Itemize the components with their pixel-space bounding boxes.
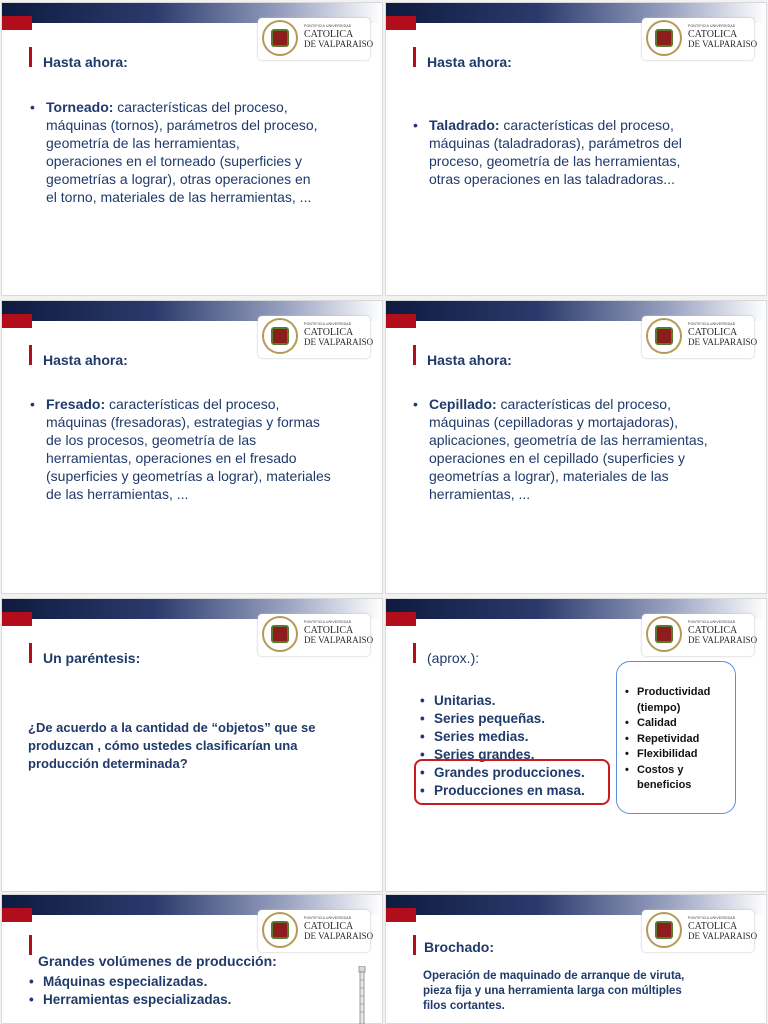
- university-seal-icon: [262, 616, 298, 652]
- criteria-box: [616, 661, 736, 814]
- logo-line2: DE VALPARAISO: [304, 635, 374, 645]
- bullet-item: • Cepillado: características del proceso, máquinas (cepilladoras y mortajadoras), aplicaciones, geometría de las herramientas, operaciones en el cepillado (superficies y geometrías a lograr), materiales de las herramientas, ...: [411, 395, 763, 503]
- logo-line1: CATOLICA: [688, 921, 738, 932]
- list-item: • Series medias.: [420, 728, 585, 746]
- question-text: ¿De acuerdo a la cantidad de “objetos” que se produzcan , cómo ustedes clasificarían una producción determinada?: [28, 720, 316, 771]
- slide-torneado: [1, 2, 383, 296]
- university-logo: [642, 316, 758, 358]
- list-item: • Producciones en masa.: [420, 782, 585, 800]
- header-red-square: [2, 612, 32, 626]
- university-logo: [258, 910, 374, 952]
- bullet-term: Fresado:: [46, 396, 106, 412]
- slide-title: Hasta ahora:: [43, 54, 128, 70]
- logo-line2: DE VALPARAISO: [688, 337, 758, 347]
- university-seal-icon: [646, 20, 682, 56]
- list-item: • Herramientas especializadas.: [29, 991, 231, 1009]
- logo-line1: CATOLICA: [688, 625, 738, 636]
- slide-title: Brochado:: [424, 939, 494, 955]
- criteria-item: • Costos y beneficios: [625, 763, 735, 794]
- criteria-item: • Productividad (tiempo): [625, 685, 735, 716]
- slide-body: [411, 116, 756, 188]
- logo-small-text: PONTIFICIA UNIVERSIDAD: [688, 620, 736, 624]
- criteria-item: • Calidad: [625, 716, 735, 732]
- university-seal-icon: [262, 318, 298, 354]
- header-red-square: [386, 908, 416, 922]
- university-logo: [642, 910, 758, 952]
- logo-line1: CATOLICA: [304, 625, 354, 636]
- title-accent-bar: [413, 345, 416, 365]
- logo-small-text: PONTIFICIA UNIVERSIDAD: [688, 322, 736, 326]
- bullet-term: Taladrado:: [429, 117, 500, 133]
- slide-fresado: [1, 300, 383, 594]
- logo-small-text: PONTIFICIA UNIVERSIDAD: [688, 24, 736, 28]
- header-red-square: [386, 16, 416, 30]
- bullet-term: Cepillado:: [429, 396, 497, 412]
- logo-line2: DE VALPARAISO: [688, 39, 758, 49]
- header-red-square: [2, 16, 32, 30]
- title-accent-bar: [413, 47, 416, 67]
- list-item: • Grandes producciones.: [420, 764, 585, 782]
- slide-title: (aprox.):: [427, 650, 480, 666]
- criteria-item: • Flexibilidad: [625, 747, 735, 763]
- slide-parentesis: [1, 598, 383, 892]
- slide-title: Hasta ahora:: [427, 54, 512, 70]
- slide-body: [411, 395, 763, 503]
- logo-line1: CATOLICA: [304, 327, 354, 338]
- university-seal-icon: [646, 318, 682, 354]
- university-logo: [642, 18, 758, 60]
- logo-small-text: PONTIFICIA UNIVERSIDAD: [304, 916, 352, 920]
- title-accent-bar: [413, 935, 416, 955]
- list-item: • Unitarias.: [420, 692, 585, 710]
- highlight-box: [414, 759, 610, 805]
- slide-grandes-volumenes: [1, 894, 383, 1024]
- logo-small-text: PONTIFICIA UNIVERSIDAD: [304, 322, 352, 326]
- broach-tool-icon: [356, 966, 368, 1024]
- title-accent-bar: [29, 47, 32, 67]
- list-item: • Series pequeñas.: [420, 710, 585, 728]
- title-accent-bar: [413, 643, 416, 663]
- slide-cepillado: [385, 300, 767, 594]
- slide-taladrado: [385, 2, 767, 296]
- bullet-item: • Taladrado: características del proceso, máquinas (taladradoras), parámetros del proceso, geometría de las herramientas, otras operaciones en las taladradoras...: [411, 116, 756, 188]
- logo-line1: CATOLICA: [304, 29, 354, 40]
- university-seal-icon: [262, 912, 298, 948]
- logo-line1: CATOLICA: [304, 921, 354, 932]
- title-accent-bar: [29, 643, 32, 663]
- title-accent-bar: [29, 345, 32, 365]
- logo-line1: CATOLICA: [688, 29, 738, 40]
- slide-title: Hasta ahora:: [427, 352, 512, 368]
- logo-line2: DE VALPARAISO: [688, 931, 758, 941]
- header-red-square: [2, 908, 32, 922]
- university-logo: [258, 614, 374, 656]
- logo-small-text: PONTIFICIA UNIVERSIDAD: [304, 24, 352, 28]
- logo-small-text: PONTIFICIA UNIVERSIDAD: [688, 916, 736, 920]
- criteria-item: • Repetividad: [625, 732, 735, 748]
- slide-title: Hasta ahora:: [43, 352, 128, 368]
- list-item: • Máquinas especializadas.: [29, 973, 231, 991]
- logo-line2: DE VALPARAISO: [304, 931, 374, 941]
- logo-line2: DE VALPARAISO: [304, 39, 374, 49]
- header-red-square: [386, 612, 416, 626]
- bullet-item: • Fresado: características del proceso, máquinas (fresadoras), estrategias y formas de los procesos, geometría de las herramientas, operaciones en el fresado (superficies y geometrías a lograr), materiales de las herramientas, ...: [28, 395, 378, 503]
- title-accent-bar: [29, 935, 32, 955]
- slide-body: [28, 395, 378, 503]
- university-logo: [642, 614, 758, 656]
- logo-small-text: PONTIFICIA UNIVERSIDAD: [304, 620, 352, 624]
- brochado-definition: Operación de maquinado de arranque de viruta, pieza fija y una herramienta larga con múltiples filos cortantes.: [423, 970, 685, 1012]
- university-logo: [258, 316, 374, 358]
- header-red-square: [2, 314, 32, 328]
- university-seal-icon: [646, 912, 682, 948]
- slide-title: Un paréntesis:: [43, 650, 141, 666]
- list-item: • Series grandes.: [420, 746, 585, 764]
- university-logo: [258, 18, 374, 60]
- logo-line2: DE VALPARAISO: [304, 337, 374, 347]
- logo-line1: CATOLICA: [688, 327, 738, 338]
- logo-line2: DE VALPARAISO: [688, 635, 758, 645]
- specialization-list: [29, 973, 231, 1009]
- header-red-square: [386, 314, 416, 328]
- university-seal-icon: [646, 616, 682, 652]
- slide-body: [28, 98, 373, 206]
- university-seal-icon: [262, 20, 298, 56]
- bullet-item: • Torneado: características del proceso, máquinas (tornos), parámetros del proceso, geometría de las herramientas, operaciones en el torneado (superficies y geometrías a lograr), otras operaciones en el torno, materiales de las herramientas, ...: [28, 98, 373, 206]
- slide-heading: Grandes volúmenes de producción:: [38, 953, 277, 969]
- bullet-term: Torneado:: [46, 99, 114, 115]
